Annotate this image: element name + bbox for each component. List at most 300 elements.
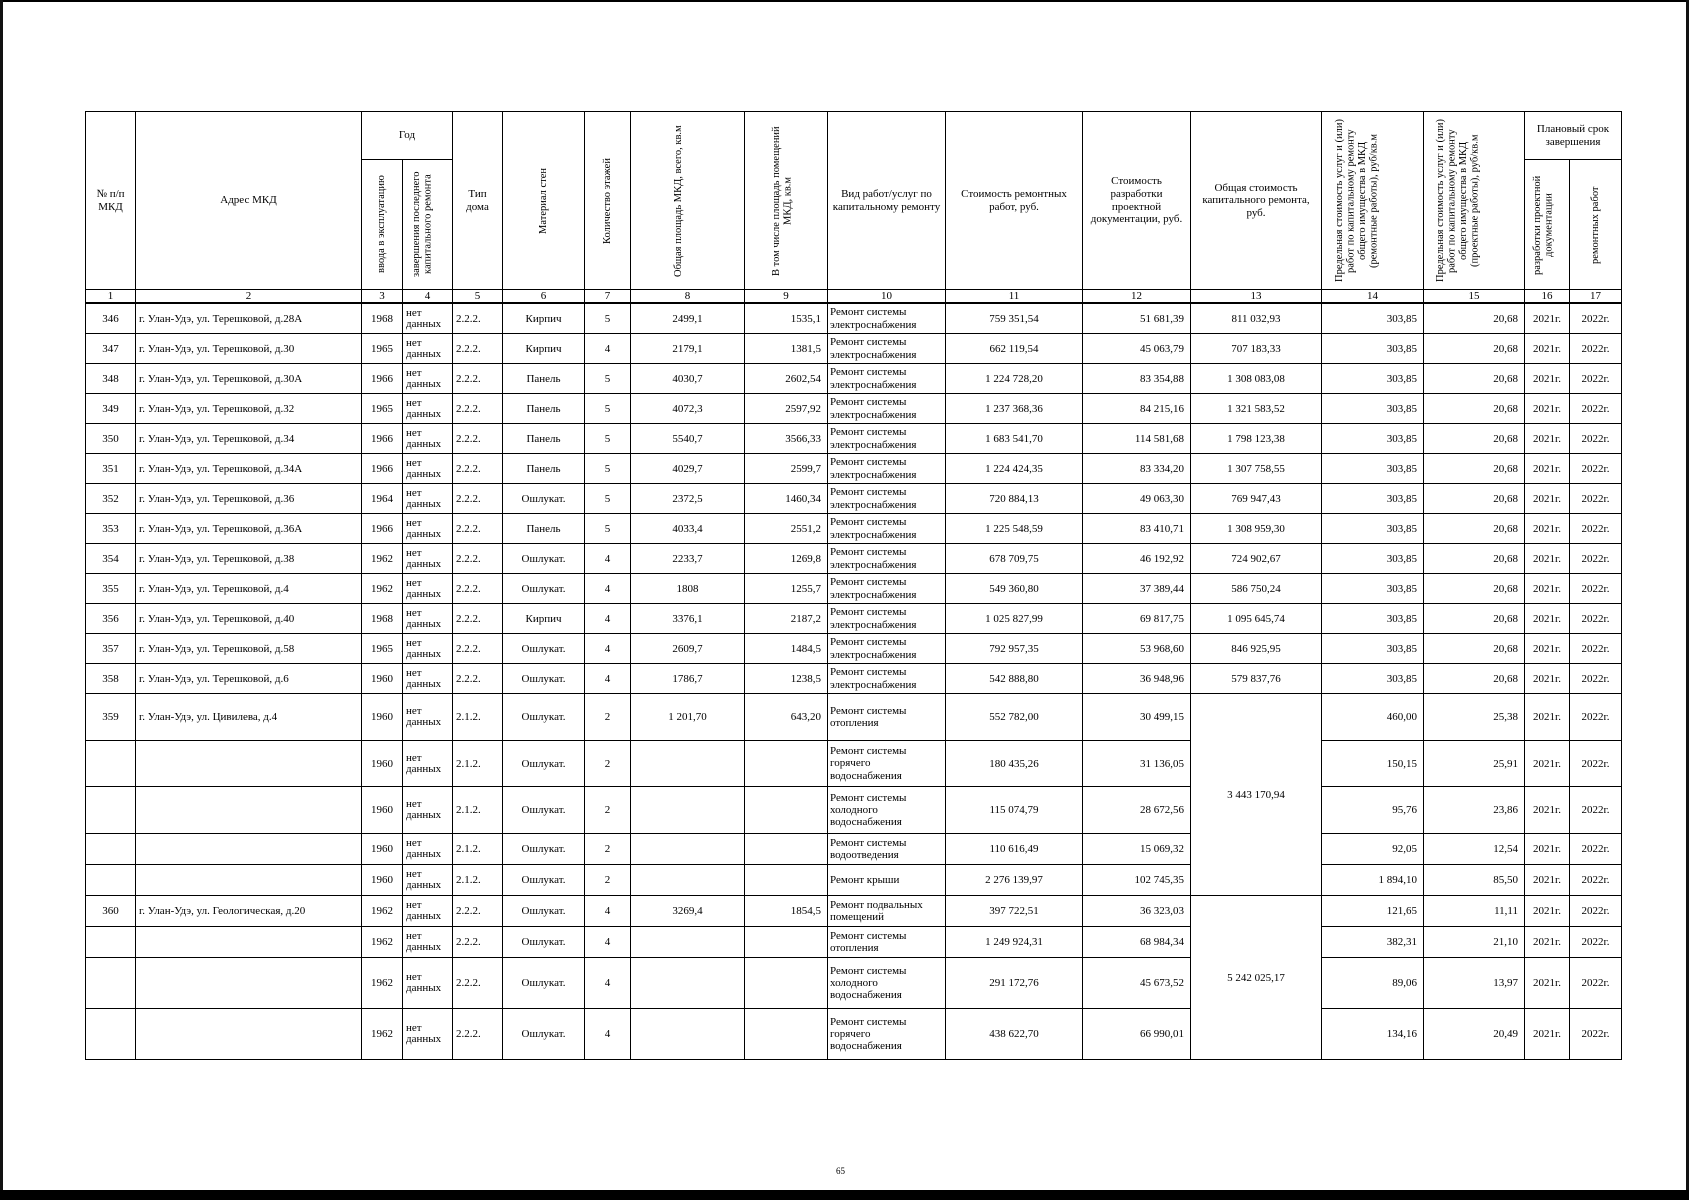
premises-area-cell: 1854,5 xyxy=(745,896,828,927)
table-row xyxy=(86,544,1622,574)
house-type-cell: 2.2.2. xyxy=(453,958,503,1009)
limit-design-cell: 20,68 xyxy=(1424,634,1525,664)
limit-design-cell: 25,91 xyxy=(1424,741,1525,787)
empty-cell xyxy=(86,741,136,787)
deadline-repair-cell: 2022г. xyxy=(1570,514,1622,544)
design-cost-cell: 51 681,39 xyxy=(1083,303,1191,334)
total-area-cell: 3269,4 xyxy=(631,896,745,927)
column-number: 17 xyxy=(1570,290,1622,304)
limit-repair-cell: 382,31 xyxy=(1322,927,1424,958)
repair-cost-cell: 110 616,49 xyxy=(946,834,1083,865)
limit-design-cell: 20,68 xyxy=(1424,364,1525,394)
total-area-cell: 2609,7 xyxy=(631,634,745,664)
total-area-cell: 2179,1 xyxy=(631,334,745,364)
year-last-repair-cell: нет данных xyxy=(403,664,453,694)
repair-cost-cell: 662 119,54 xyxy=(946,334,1083,364)
header-address: Адрес МКД xyxy=(136,112,362,290)
deadline-repair-cell: 2022г. xyxy=(1570,303,1622,334)
deadline-repair-cell: 2022г. xyxy=(1570,424,1622,454)
empty-cell xyxy=(745,927,828,958)
limit-design-cell: 25,38 xyxy=(1424,694,1525,741)
table-row xyxy=(86,604,1622,634)
total-cost-cell: 707 183,33 xyxy=(1191,334,1322,364)
deadline-repair-cell: 2022г. xyxy=(1570,834,1622,865)
repair-cost-cell: 1 683 541,70 xyxy=(946,424,1083,454)
deadline-repair-cell: 2022г. xyxy=(1570,334,1622,364)
limit-repair-cell: 89,06 xyxy=(1322,958,1424,1009)
year-commission-cell: 1965 xyxy=(362,634,403,664)
repair-cost-cell: 759 351,54 xyxy=(946,303,1083,334)
floors-cell: 4 xyxy=(585,634,631,664)
year-last-repair-cell: нет данных xyxy=(403,927,453,958)
total-area-cell: 5540,7 xyxy=(631,424,745,454)
deadline-design-cell: 2021г. xyxy=(1525,394,1570,424)
header-limit-design: Предельная стоимость услуг и (или) работ по капитальному ремонту общего имущества в МКД (проектные работы), руб/кв.м xyxy=(1424,112,1525,290)
work-type-cell: Ремонт системы электроснабжения xyxy=(828,364,946,394)
premises-area-cell: 2602,54 xyxy=(745,364,828,394)
year-last-repair-cell: нет данных xyxy=(403,574,453,604)
house-type-cell: 2.2.2. xyxy=(453,896,503,927)
year-last-repair-cell: нет данных xyxy=(403,424,453,454)
table-row xyxy=(86,865,1622,896)
limit-design-cell: 20,49 xyxy=(1424,1009,1525,1060)
deadline-design-cell: 2021г. xyxy=(1525,634,1570,664)
floors-cell: 5 xyxy=(585,424,631,454)
table-row xyxy=(86,303,1622,334)
house-type-cell: 2.2.2. xyxy=(453,364,503,394)
limit-design-cell: 20,68 xyxy=(1424,334,1525,364)
limit-repair-cell: 303,85 xyxy=(1322,544,1424,574)
wall-material-cell: Ошлукат. xyxy=(503,741,585,787)
floors-cell: 5 xyxy=(585,514,631,544)
year-last-repair-cell: нет данных xyxy=(403,741,453,787)
deadline-repair-cell: 2022г. xyxy=(1570,484,1622,514)
limit-design-cell: 20,68 xyxy=(1424,454,1525,484)
repair-cost-cell: 2 276 139,97 xyxy=(946,865,1083,896)
empty-cell xyxy=(136,958,362,1009)
wall-material-cell: Ошлукат. xyxy=(503,634,585,664)
year-last-repair-cell: нет данных xyxy=(403,865,453,896)
deadline-design-cell: 2021г. xyxy=(1525,604,1570,634)
empty-cell xyxy=(745,958,828,1009)
repair-cost-cell: 1 237 368,36 xyxy=(946,394,1083,424)
header-premises-area: В том числе площадь помещений МКД, кв.м xyxy=(745,112,828,290)
page-number: 65 xyxy=(836,1166,845,1176)
work-type-cell: Ремонт системы электроснабжения xyxy=(828,454,946,484)
premises-area-cell: 1255,7 xyxy=(745,574,828,604)
limit-repair-cell: 303,85 xyxy=(1322,514,1424,544)
year-commission-cell: 1965 xyxy=(362,334,403,364)
limit-repair-cell: 95,76 xyxy=(1322,787,1424,834)
address-cell: г. Улан-Удэ, ул. Терешковой, д.40 xyxy=(136,604,362,634)
work-type-cell: Ремонт системы электроснабжения xyxy=(828,634,946,664)
floors-cell: 4 xyxy=(585,927,631,958)
premises-area-cell: 2187,2 xyxy=(745,604,828,634)
table-row xyxy=(86,364,1622,394)
design-cost-cell: 15 069,32 xyxy=(1083,834,1191,865)
row-number-cell: 359 xyxy=(86,694,136,741)
repair-cost-cell: 291 172,76 xyxy=(946,958,1083,1009)
year-last-repair-cell: нет данных xyxy=(403,484,453,514)
design-cost-cell: 36 948,96 xyxy=(1083,664,1191,694)
year-commission-cell: 1962 xyxy=(362,896,403,927)
work-type-cell: Ремонт системы горячего водоснабжения xyxy=(828,741,946,787)
work-type-cell: Ремонт системы электроснабжения xyxy=(828,334,946,364)
work-type-cell: Ремонт системы водоотведения xyxy=(828,834,946,865)
deadline-design-cell: 2021г. xyxy=(1525,787,1570,834)
wall-material-cell: Панель xyxy=(503,394,585,424)
repair-cost-cell: 1 249 924,31 xyxy=(946,927,1083,958)
total-cost-cell: 1 798 123,38 xyxy=(1191,424,1322,454)
row-number-cell: 354 xyxy=(86,544,136,574)
year-commission-cell: 1960 xyxy=(362,865,403,896)
premises-area-cell: 1269,8 xyxy=(745,544,828,574)
address-cell: г. Улан-Удэ, ул. Терешковой, д.30А xyxy=(136,364,362,394)
limit-design-cell: 13,97 xyxy=(1424,958,1525,1009)
year-last-repair-cell: нет данных xyxy=(403,958,453,1009)
deadline-design-cell: 2021г. xyxy=(1525,865,1570,896)
year-commission-cell: 1966 xyxy=(362,424,403,454)
limit-repair-cell: 303,85 xyxy=(1322,574,1424,604)
empty-cell xyxy=(136,927,362,958)
house-type-cell: 2.2.2. xyxy=(453,394,503,424)
wall-material-cell: Кирпич xyxy=(503,604,585,634)
house-type-cell: 2.2.2. xyxy=(453,1009,503,1060)
work-type-cell: Ремонт системы электроснабжения xyxy=(828,424,946,454)
header-deadline-group: Плановый срок завершения xyxy=(1525,112,1622,160)
address-cell: г. Улан-Удэ, ул. Геологическая, д.20 xyxy=(136,896,362,927)
empty-cell xyxy=(86,787,136,834)
scan-mark xyxy=(4,0,18,2)
wall-material-cell: Панель xyxy=(503,454,585,484)
table-row xyxy=(86,394,1622,424)
total-area-cell: 1 201,70 xyxy=(631,694,745,741)
table-row xyxy=(86,334,1622,364)
floors-cell: 2 xyxy=(585,741,631,787)
wall-material-cell: Панель xyxy=(503,424,585,454)
floors-cell: 2 xyxy=(585,787,631,834)
limit-repair-cell: 92,05 xyxy=(1322,834,1424,865)
house-type-cell: 2.2.2. xyxy=(453,634,503,664)
deadline-repair-cell: 2022г. xyxy=(1570,394,1622,424)
total-cost-cell: 846 925,95 xyxy=(1191,634,1322,664)
limit-repair-cell: 303,85 xyxy=(1322,424,1424,454)
table-row xyxy=(86,694,1622,741)
year-commission-cell: 1962 xyxy=(362,927,403,958)
empty-cell xyxy=(86,958,136,1009)
address-cell: г. Улан-Удэ, ул. Терешковой, д.36А xyxy=(136,514,362,544)
empty-cell xyxy=(631,865,745,896)
deadline-design-cell: 2021г. xyxy=(1525,334,1570,364)
deadline-design-cell: 2021г. xyxy=(1525,454,1570,484)
row-number-cell: 348 xyxy=(86,364,136,394)
total-cost-cell: 1 308 083,08 xyxy=(1191,364,1322,394)
repair-cost-cell: 792 957,35 xyxy=(946,634,1083,664)
floors-cell: 4 xyxy=(585,896,631,927)
deadline-repair-cell: 2022г. xyxy=(1570,544,1622,574)
year-commission-cell: 1968 xyxy=(362,604,403,634)
house-type-cell: 2.1.2. xyxy=(453,865,503,896)
design-cost-cell: 69 817,75 xyxy=(1083,604,1191,634)
year-last-repair-cell: нет данных xyxy=(403,364,453,394)
year-commission-cell: 1962 xyxy=(362,1009,403,1060)
header-limit-repair: Предельная стоимость услуг и (или) работ по капитальному ремонту общего имущества в МКД (ремонтные работы), руб/кв.м xyxy=(1322,112,1424,290)
empty-cell xyxy=(86,865,136,896)
limit-design-cell: 20,68 xyxy=(1424,484,1525,514)
table-row xyxy=(86,927,1622,958)
house-type-cell: 2.1.2. xyxy=(453,694,503,741)
year-commission-cell: 1962 xyxy=(362,958,403,1009)
work-type-cell: Ремонт системы электроснабжения xyxy=(828,514,946,544)
floors-cell: 5 xyxy=(585,394,631,424)
deadline-repair-cell: 2022г. xyxy=(1570,741,1622,787)
limit-repair-cell: 303,85 xyxy=(1322,394,1424,424)
design-cost-cell: 45 673,52 xyxy=(1083,958,1191,1009)
header-house-type: Тип дома xyxy=(453,112,503,290)
work-type-cell: Ремонт крыши xyxy=(828,865,946,896)
floors-cell: 2 xyxy=(585,694,631,741)
limit-repair-cell: 121,65 xyxy=(1322,896,1424,927)
limit-repair-cell: 303,85 xyxy=(1322,334,1424,364)
empty-cell xyxy=(86,927,136,958)
repair-cost-cell: 720 884,13 xyxy=(946,484,1083,514)
table-row xyxy=(86,958,1622,1009)
repair-cost-cell: 1 224 728,20 xyxy=(946,364,1083,394)
scan-border-top xyxy=(0,0,1689,2)
design-cost-cell: 45 063,79 xyxy=(1083,334,1191,364)
empty-cell xyxy=(136,787,362,834)
table-row xyxy=(86,741,1622,787)
deadline-design-cell: 2021г. xyxy=(1525,514,1570,544)
design-cost-cell: 36 323,03 xyxy=(1083,896,1191,927)
empty-cell xyxy=(136,741,362,787)
floors-cell: 5 xyxy=(585,303,631,334)
limit-repair-cell: 303,85 xyxy=(1322,303,1424,334)
column-number: 14 xyxy=(1322,290,1424,304)
total-cost-cell: 5 242 025,17 xyxy=(1191,896,1322,1060)
scan-border-bottom xyxy=(0,1190,1689,1200)
table-row xyxy=(86,1009,1622,1060)
limit-repair-cell: 303,85 xyxy=(1322,664,1424,694)
address-cell: г. Улан-Удэ, ул. Терешковой, д.34 xyxy=(136,424,362,454)
limit-repair-cell: 460,00 xyxy=(1322,694,1424,741)
total-area-cell: 4029,7 xyxy=(631,454,745,484)
header-repair-cost: Стоимость ремонтных работ, руб. xyxy=(946,112,1083,290)
column-number: 4 xyxy=(403,290,453,304)
year-commission-cell: 1960 xyxy=(362,787,403,834)
design-cost-cell: 31 136,05 xyxy=(1083,741,1191,787)
row-number-cell: 352 xyxy=(86,484,136,514)
work-type-cell: Ремонт системы электроснабжения xyxy=(828,484,946,514)
repair-cost-cell: 1 224 424,35 xyxy=(946,454,1083,484)
deadline-repair-cell: 2022г. xyxy=(1570,694,1622,741)
year-last-repair-cell: нет данных xyxy=(403,394,453,424)
design-cost-cell: 84 215,16 xyxy=(1083,394,1191,424)
floors-cell: 4 xyxy=(585,334,631,364)
column-number: 15 xyxy=(1424,290,1525,304)
total-area-cell: 4030,7 xyxy=(631,364,745,394)
work-type-cell: Ремонт системы холодного водоснабжения xyxy=(828,958,946,1009)
limit-design-cell: 21,10 xyxy=(1424,927,1525,958)
column-number: 11 xyxy=(946,290,1083,304)
empty-cell xyxy=(631,834,745,865)
address-cell: г. Улан-Удэ, ул. Терешковой, д.58 xyxy=(136,634,362,664)
empty-cell xyxy=(136,1009,362,1060)
deadline-design-cell: 2021г. xyxy=(1525,544,1570,574)
house-type-cell: 2.2.2. xyxy=(453,574,503,604)
deadline-design-cell: 2021г. xyxy=(1525,664,1570,694)
deadline-repair-cell: 2022г. xyxy=(1570,865,1622,896)
deadline-design-cell: 2021г. xyxy=(1525,364,1570,394)
total-area-cell: 4033,4 xyxy=(631,514,745,544)
header-no: № п/п МКД xyxy=(86,112,136,290)
wall-material-cell: Ошлукат. xyxy=(503,958,585,1009)
house-type-cell: 2.1.2. xyxy=(453,787,503,834)
year-commission-cell: 1960 xyxy=(362,741,403,787)
repair-cost-cell: 552 782,00 xyxy=(946,694,1083,741)
deadline-repair-cell: 2022г. xyxy=(1570,896,1622,927)
column-number: 6 xyxy=(503,290,585,304)
house-type-cell: 2.2.2. xyxy=(453,334,503,364)
table-row xyxy=(86,574,1622,604)
floors-cell: 4 xyxy=(585,544,631,574)
address-cell: г. Улан-Удэ, ул. Терешковой, д.28А xyxy=(136,303,362,334)
wall-material-cell: Ошлукат. xyxy=(503,664,585,694)
column-number: 9 xyxy=(745,290,828,304)
year-commission-cell: 1960 xyxy=(362,834,403,865)
limit-repair-cell: 303,85 xyxy=(1322,604,1424,634)
deadline-repair-cell: 2022г. xyxy=(1570,364,1622,394)
total-area-cell: 4072,3 xyxy=(631,394,745,424)
deadline-repair-cell: 2022г. xyxy=(1570,634,1622,664)
deadline-design-cell: 2021г. xyxy=(1525,927,1570,958)
deadline-repair-cell: 2022г. xyxy=(1570,454,1622,484)
limit-design-cell: 85,50 xyxy=(1424,865,1525,896)
limit-design-cell: 20,68 xyxy=(1424,514,1525,544)
design-cost-cell: 102 745,35 xyxy=(1083,865,1191,896)
address-cell: г. Улан-Удэ, ул. Терешковой, д.38 xyxy=(136,544,362,574)
repair-cost-cell: 438 622,70 xyxy=(946,1009,1083,1060)
premises-area-cell: 2551,2 xyxy=(745,514,828,544)
year-commission-cell: 1962 xyxy=(362,574,403,604)
premises-area-cell: 1535,1 xyxy=(745,303,828,334)
column-number: 8 xyxy=(631,290,745,304)
floors-cell: 4 xyxy=(585,664,631,694)
header-year-last-repair: завершения последнего капитального ремонта xyxy=(403,160,453,290)
floors-cell: 4 xyxy=(585,604,631,634)
wall-material-cell: Ошлукат. xyxy=(503,544,585,574)
year-last-repair-cell: нет данных xyxy=(403,544,453,574)
total-cost-cell: 724 902,67 xyxy=(1191,544,1322,574)
empty-cell xyxy=(631,927,745,958)
header-year-commission: ввода в эксплуатацию xyxy=(362,160,403,290)
year-last-repair-cell: нет данных xyxy=(403,634,453,664)
repair-cost-cell: 180 435,26 xyxy=(946,741,1083,787)
limit-design-cell: 20,68 xyxy=(1424,424,1525,454)
limit-repair-cell: 150,15 xyxy=(1322,741,1424,787)
empty-cell xyxy=(631,787,745,834)
deadline-repair-cell: 2022г. xyxy=(1570,927,1622,958)
empty-cell xyxy=(136,834,362,865)
wall-material-cell: Панель xyxy=(503,364,585,394)
wall-material-cell: Кирпич xyxy=(503,303,585,334)
design-cost-cell: 66 990,01 xyxy=(1083,1009,1191,1060)
floors-cell: 5 xyxy=(585,454,631,484)
wall-material-cell: Кирпич xyxy=(503,334,585,364)
design-cost-cell: 83 410,71 xyxy=(1083,514,1191,544)
header-floors: Количество этажей xyxy=(585,112,631,290)
header-total-area: Общая площадь МКД, всего, кв.м xyxy=(631,112,745,290)
year-last-repair-cell: нет данных xyxy=(403,454,453,484)
floors-cell: 5 xyxy=(585,484,631,514)
limit-repair-cell: 303,85 xyxy=(1322,484,1424,514)
column-number: 5 xyxy=(453,290,503,304)
repair-cost-cell: 1 025 827,99 xyxy=(946,604,1083,634)
empty-cell xyxy=(86,834,136,865)
work-type-cell: Ремонт системы отопления xyxy=(828,694,946,741)
limit-design-cell: 23,86 xyxy=(1424,787,1525,834)
address-cell: г. Улан-Удэ, ул. Терешковой, д.32 xyxy=(136,394,362,424)
scan-mark xyxy=(1534,0,1592,2)
limit-repair-cell: 303,85 xyxy=(1322,364,1424,394)
year-commission-cell: 1966 xyxy=(362,514,403,544)
floors-cell: 4 xyxy=(585,574,631,604)
wall-material-cell: Ошлукат. xyxy=(503,484,585,514)
row-number-cell: 353 xyxy=(86,514,136,544)
floors-cell: 4 xyxy=(585,1009,631,1060)
design-cost-cell: 53 968,60 xyxy=(1083,634,1191,664)
address-cell: г. Улан-Удэ, ул. Цивилева, д.4 xyxy=(136,694,362,741)
row-number-cell: 357 xyxy=(86,634,136,664)
total-cost-cell: 769 947,43 xyxy=(1191,484,1322,514)
deadline-repair-cell: 2022г. xyxy=(1570,1009,1622,1060)
house-type-cell: 2.2.2. xyxy=(453,664,503,694)
deadline-design-cell: 2021г. xyxy=(1525,303,1570,334)
wall-material-cell: Ошлукат. xyxy=(503,1009,585,1060)
year-last-repair-cell: нет данных xyxy=(403,896,453,927)
empty-cell xyxy=(631,1009,745,1060)
year-commission-cell: 1965 xyxy=(362,394,403,424)
premises-area-cell: 1381,5 xyxy=(745,334,828,364)
wall-material-cell: Панель xyxy=(503,514,585,544)
work-type-cell: Ремонт подвальных помещений xyxy=(828,896,946,927)
limit-design-cell: 20,68 xyxy=(1424,574,1525,604)
premises-area-cell: 3566,33 xyxy=(745,424,828,454)
header-year-group: Год xyxy=(362,112,453,160)
header-total-cost: Общая стоимость капитального ремонта, руб. xyxy=(1191,112,1322,290)
column-number: 1 xyxy=(86,290,136,304)
house-type-cell: 2.1.2. xyxy=(453,834,503,865)
scan-border-left xyxy=(0,0,3,1200)
empty-cell xyxy=(136,865,362,896)
deadline-design-cell: 2021г. xyxy=(1525,484,1570,514)
table-row xyxy=(86,454,1622,484)
empty-cell xyxy=(86,1009,136,1060)
premises-area-cell: 643,20 xyxy=(745,694,828,741)
year-commission-cell: 1962 xyxy=(362,544,403,574)
year-last-repair-cell: нет данных xyxy=(403,514,453,544)
work-type-cell: Ремонт системы электроснабжения xyxy=(828,303,946,334)
house-type-cell: 2.2.2. xyxy=(453,454,503,484)
house-type-cell: 2.2.2. xyxy=(453,604,503,634)
column-number: 10 xyxy=(828,290,946,304)
total-cost-cell: 1 321 583,52 xyxy=(1191,394,1322,424)
premises-area-cell: 2599,7 xyxy=(745,454,828,484)
wall-material-cell: Ошлукат. xyxy=(503,834,585,865)
house-type-cell: 2.2.2. xyxy=(453,484,503,514)
year-last-repair-cell: нет данных xyxy=(403,834,453,865)
total-cost-cell: 1 308 959,30 xyxy=(1191,514,1322,544)
